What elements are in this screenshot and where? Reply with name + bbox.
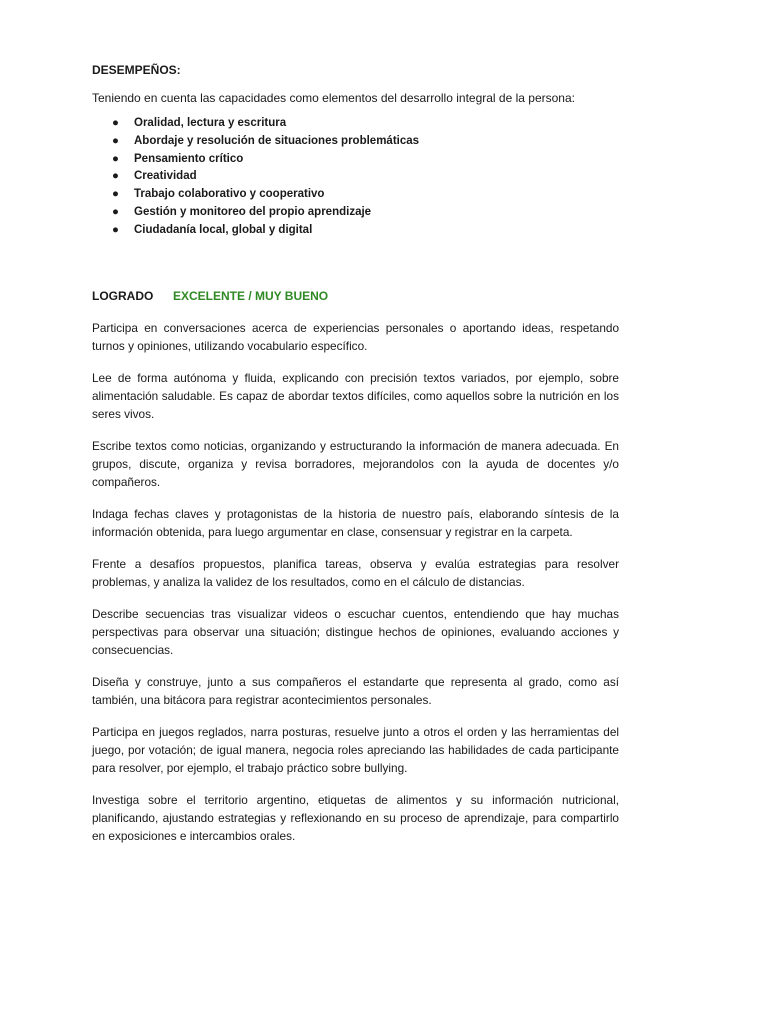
capacity-item (92, 222, 619, 240)
capacity-label: Ciudadanía local, global y digital (134, 223, 313, 236)
bullet-icon: ● (112, 152, 119, 165)
capacity-item (92, 151, 619, 169)
capacity-label: Trabajo colaborativo y cooperativo (134, 188, 325, 201)
bullet-icon: ● (112, 170, 119, 183)
capacity-label: Gestión y monitoreo del propio aprendizaje (134, 205, 372, 218)
capacity-item (92, 204, 619, 222)
performance-paragraph: Lee de forma autónoma y fluida, explicando con precisión textos variados, por ejemplo, sobre alimentación saludable. Es capaz de abordar textos difíciles, como aquellos sobre la nutrición en los seres vivos. (92, 370, 619, 421)
performance-paragraph: Indaga fechas claves y protagonistas de la historia de nuestro país, elaborando síntesis de la información obtenida, para luego argumentar en clase, consensuar y registrar en la carpeta. (92, 506, 619, 539)
level-value: EXCELENTE / MUY BUENO (173, 288, 329, 303)
bullet-icon: ● (112, 188, 119, 201)
bullet-icon: ● (112, 205, 119, 218)
section-heading: DESEMPEÑOS: (92, 63, 181, 77)
performance-paragraph: Participa en juegos reglados, narra posturas, resuelve junto a otros el orden y las herramientas del juego, por votación; de igual manera, negocia roles apreciando las habilidades de cada participante para resolver, por ejemplo, el trabajo práctico sobre bullying. (92, 724, 619, 775)
capacity-label: Abordaje y resolución de situaciones problemáticas (134, 134, 420, 147)
performance-paragraph: Escribe textos como noticias, organizando y estructurando la información de manera adecuada. En grupos, discute, organiza y revisa borradores, mejorandolos con la ayuda de docentes y/o compañeros. (92, 438, 619, 489)
capacity-item (92, 115, 619, 133)
performance-paragraph: Participa en conversaciones acerca de experiencias personales o aportando ideas, respetando turnos y opiniones, utilizando vocabulario específico. (92, 320, 619, 353)
capacity-label: Creatividad (134, 170, 197, 183)
capacity-item (92, 168, 619, 186)
bullet-icon: ● (112, 223, 119, 236)
performance-paragraph: Diseña y construye, junto a sus compañeros el estandarte que representa al grado, como así también, una bitácora para registrar acontecimientos personales. (92, 674, 619, 707)
performance-paragraph: Frente a desafíos propuestos, planifica tareas, observa y evalúa estrategias para resolver problemas, y analiza la validez de los resultados, como en el cálculo de distancias. (92, 556, 619, 589)
intro-text: Teniendo en cuenta las capacidades como elementos del desarrollo integral de la persona: (92, 91, 575, 105)
performance-paragraph: Investiga sobre el territorio argentino, etiquetas de alimentos y su información nutricional, planificando, ajustando estrategias y reflexionando en su proceso de aprendizaje, para compartirlo en exposiciones e intercambios orales. (92, 792, 619, 843)
capacity-item (92, 186, 619, 204)
performance-paragraph: Describe secuencias tras visualizar videos o escuchar cuentos, entendiendo que hay muchas perspectivas para observar una situación; distingue hechos de opiniones, evaluando acciones y consecuencias. (92, 606, 619, 657)
bullet-icon: ● (112, 117, 119, 129)
capacity-label: Oralidad, lectura y escritura (134, 117, 287, 129)
bullet-icon: ● (112, 134, 119, 147)
level-label: LOGRADO (92, 288, 154, 303)
achievement-level (92, 288, 619, 304)
capacities-list (92, 115, 619, 240)
capacity-item (92, 133, 619, 151)
capacity-label: Pensamiento crítico (134, 152, 244, 165)
